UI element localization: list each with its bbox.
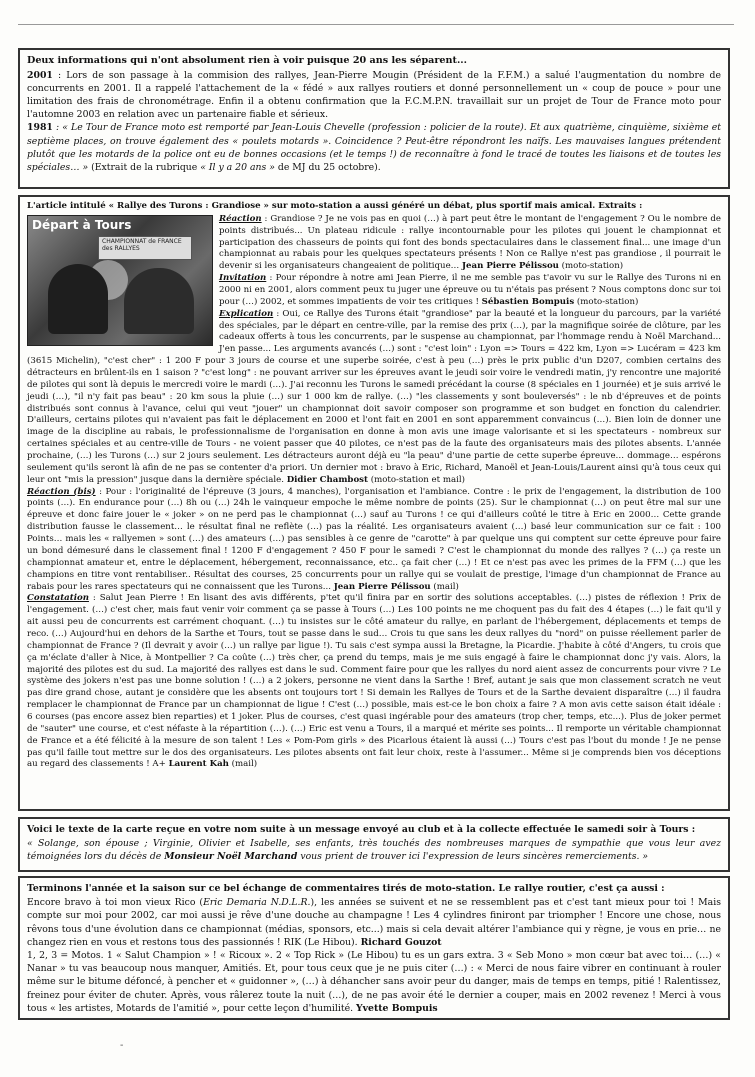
footer-mark: -	[120, 1040, 124, 1051]
label-constatation: Constatation	[27, 593, 89, 604]
label-reaction: Réaction	[219, 213, 262, 224]
src-invitation: (moto-station)	[574, 296, 639, 307]
src-reaction-bis: (mail)	[430, 581, 459, 592]
sig-bompuis: Yvette Bompuis	[356, 1002, 438, 1014]
text-explication: : Oui, ce Rallye des Turons était "grandiose" par la beauté et la longueur du parcours, par la variété des spéciales, par le départ en centre-ville, par la remise des prix (…), par la magnifique soirée de clôture, par les cadeaux offerts à tous les concurrents, par le suspense au championnat, par l'hommage rendu à Noël Marchand... J'en passe... Les arguments avancés (…) sont : "c'est loin" : Lyon => Tours = 422 km, Lyon => Lucéram = 423 km (3615 Michelin), "c'est cher" : 1 200 F pour 3 jours de course et une superbe soirée, c'est à peu (…) près le prix public d'un D207, combien certains des détracteurs en brûlent-ils en 1 saison ? "c'est long" : ne pouvant arriver sur les épreuves avant le jeudi soir voire le vendredi matin, j'y rencontre une majorité de pilotes qui sont là depuis le mercredi voire le mardi (…). J'ai reconnu les Turons le samedi précédant la course (8 spéciales en 1 journée) et je suis arrivé le jeudi (…), "il n'y fait pas beau" : 20 km sous la pluie (…) sur 1 000 km de rallye. (…) "les classements y sont bouleversés" : le nb d'épreuves et de points distribués sont connus à l'avance, celui qui veut "jouer" un championnat doit savoir composer son programme et son budget en fonction du calendrier. D'ailleurs, certains pilotes qui n'avaient pas fait le déplacement en 2000 et l'ont fait en 2001 en sont apparemment convaincus (…). Bien loin de donner une image de la discipline au rabais, le professionnalisme de l'organisation en donne à mon avis une image valorisante et si les spectateurs - nombreux sur certaines spéciales et au centre-ville de Tours - ne voient passer que 40 pilotes, ce n'est pas de la faute des organisateurs mais des pilotes absents. L'année prochaine, (…) les Turons (…) sur 2 jours seulement. Les détracteurs auront déjà eu "la peau" d'une partie de cette superbe épreuve… dommage… espérons seulement qu'ils seront là afin de ne pas se contenter d'a priori. Un dernier mot : bravo à Eric, Richard, Manoël et Jean-Louis/Laurent ainsi qu'à tous ceux qui leur ont "mis la pression" jusque dans la dernière spéciale.	[27, 308, 721, 485]
sig-constatation: Laurent Kah	[168, 759, 229, 770]
photo-caption: Départ à Tours	[32, 217, 132, 232]
text-2001: : Lors de son passage à la commision des rallyes, Jean-Pierre Mougin (Président de la F.F.M.) a salué l'augmentation du nombre de concurrents en 2001. Il a rappelé l'attachement de la « fédé » aux rallyes routiers et donné personnellement un « coup de pouce » pour une limitation des frais de chronométrage. Enfin il a obtenu confirmation que la F.C.M.P.N. travaillait sur un projet de Tour de France moto pour l'automne 2003 en relation avec un partenaire fiable et sérieux.	[27, 69, 721, 121]
source-c: de MJ du 25 octobre).	[274, 161, 381, 173]
sig-explication: Didier Chambost	[286, 474, 368, 485]
year-1981: 1981	[27, 122, 53, 134]
quote-1981: : « Le Tour de France moto est remporté par Jean-Louis Chevelle (profession : policier de la route). Et aux quatrième, cinquième, sixième et septième places, on trouve également des « poulets motards ». Coincidence ? Peut-être répondront les naïfs. Les mauvaises langues prétendent plutôt que les motards de la police ont eu de bonnes occasions (et le temps !) de reconnaître à fond le tracé de toutes les liaisons et de toutes les spéciales… »	[27, 122, 721, 173]
sig-reaction: Jean Pierre Pélissou	[461, 261, 559, 272]
photo-rider	[48, 264, 108, 334]
thank-you-card-box	[18, 817, 730, 872]
src-reaction: (moto-station)	[558, 261, 624, 272]
sig-gouzot: Richard Gouzot	[360, 936, 442, 948]
photo-rider-2	[124, 268, 194, 334]
top-rule	[18, 24, 734, 25]
source-a: (Extrait de la rubrique	[88, 161, 201, 173]
sig-reaction-bis: Jean Pierre Pélissou	[333, 581, 431, 592]
p1-b: ), les années se suivent et ne se ressemblent pas et c'est tant mieux pour toi ! Mais compte sur moi pour 2002, car moi aussi je rêve d'une douche au champagne ! Les 4 cylindres finiront par triompher ! Encore une chose, nous rêvons tous d'une évolution dans ce championnat (médias, sponsors, etc...) mais si cela devait altérer l'ambiance qui y règne, je vous en prie… ne changez rien en vous et restons tous des passionnés ! RIK (Le Hibou).	[27, 897, 721, 948]
label-reaction-bis: Réaction (bis)	[27, 486, 96, 497]
card-text-b: vous prient de trouver ici l'expression de leurs sincères remerciements. »	[297, 851, 649, 863]
text-reaction-bis: : Pour : l'originalité de l'épreuve (3 jours, 4 manches), l'organisation et l'ambiance. Contre : le prix de l'engagement, la distribution de 100 points (…). En endurance pour (…) 8h ou (…) 24h le vainqueur empoche le même nombre de points (25). Sur le championnat (…) on peut être mal sur une épreuve et donc faire jouer le « joker » on ne perd pas le championnat (…) sauf au Turons ! ce qui d'ailleurs coûté le titre à Eric en 2000… Cette grande distribution fausse le classement… le résultat final ne reflète (…) pas la réalité. Les organisateurs avaient (…) basé leur communication sur ce fait : 100 Points… mais les « rallyemen » sont (…) des amateurs (…) pas sensibles à ce genre de "carotte" à par quelque uns qui comptent sur cette épreuve pour faire un bond démesuré dans le classement final ! 1200 F d'engagement ? 450 F pour le samedi ? C'est le championnat du monde des rallyes ? (…) ça reste un championnat amateur et, entre le déplacement, hébergement, reconnaissance, etc.. ça fait cher (…) ! Et ce n'est pas avec les primes de la FFM (…) que les champions en titre vont rentabiliser.. Résultat des courses, 25 concurrents pour un rallye qui se voulait de prestige, l'image d'un championnat de France au rabais pour les rares spectateurs qui ne connaissent que les Turons...	[27, 486, 721, 592]
season-end-box	[18, 876, 730, 1020]
src-constatation: (mail)	[228, 759, 258, 770]
box2-heading: L'article intitulé « Rallye des Turons : Grandiose » sur moto-station a aussi généré un débat, plus sportif mais amical. Extraits :	[27, 201, 643, 211]
year-2001: 2001	[27, 69, 53, 81]
box1-paragraph-2001	[27, 69, 721, 122]
p1-note: Eric Demaria N.D.L.R.	[203, 897, 311, 909]
box1-paragraph-1981	[27, 121, 721, 174]
photo-sign-text: CHAMPIONNAT de FRANCE des RALLYES	[102, 237, 182, 253]
box3-heading: Voici le texte de la carte reçue en votre nom suite à un message envoyé au club et à la collecte effectuée le samedi soir à Tours :	[27, 824, 696, 835]
info-box-two-news	[18, 48, 730, 189]
text-constatation: : Salut Jean Pierre ! En lisant des avis différents, p'tet qu'il finira par en sortir des solutions acceptables. (…) pistes de réflexion ! Prix de l'engagement. (…) c'est cher, mais faut venir voir comment ça se passe à Tours (…) Les 100 points ne me choquent pas du fait des 4 étapes (…) le fait qu'il y ait aussi peu de concurrents est carrément choquant. (…) tu insistes sur le côté amateur du rallye, en parlant de l'hébergement, déplacements et temps de reco. (…) Aujourd'hui en dehors de la Sarthe et Tours, tout se passe dans le sud… Crois tu que sans les deux rallyes du "nord" on puisse réellement parler de championnat de France ? (Il devrait y avoir (…) un rallye par ligue !). Tu sais c'est sympa aussi la Bretagne, la Picardie. J'habite à côté d'Angers, tu crois que ça m'éclate d'aller à Nice, à Montpellier ? Ca coûte (…) très cher, ça prend du temps, mais je me suis engagé à faire le championnat donc j'y vais. Alors, la majorité des pilotes est du sud. La majorité des rallyes est dans le sud. Comment faire pour que les rallyes du nord aient assez de concurrents pour vivre ? Le système des jokers n'est pas une bonne solution ! (…) a 2 jokers, personne ne vient dans la Sarthe ! Bref, autant je sais que mon classement scratch ne veut pas dire grand chose, autant je considère que les absents ont toujours tort ! Si demain les Rallyes de Tours et de la Sarthe devaient disparaître (…) il faudra remplacer le championnat de France par un championnat de ligue ! C'est (…) possible, mais est-ce le bon choix a faire ? A mon avis cette saison était idéale : 6 courses (pas encore assez bien reparties) et 1 joker. Plus de courses, c'est quasi ingérable pour des amateurs (trop cher, temps, etc...). Plus de joker permet de "sauter" une course, et c'est néfaste à la répartition (…). (…) Eric est venu a Tours, il a marqué et mérite ses points... Il remporte un véritable championnat de France et a été félicité à la mesure de son talent ! Les « Pom-Pom girls » des Picarlous étaient là aussi (…) Tours c'est pas l'bout du monde ! Je ne pense pas qu'il faille tout mettre sur le dos des organisateurs. Les pilotes absents ont fait leur choix, reste à l'assumer... Même si je comprends bien vos déceptions au regard des classements ! A+	[27, 593, 721, 770]
source-rubric: « Il y a 20 ans »	[200, 161, 275, 173]
turons-debate-box	[18, 195, 730, 811]
src-explication: (moto-station et mail)	[367, 474, 465, 485]
label-explication: Explication	[219, 308, 274, 319]
text-invitation: : Pour répondre à notre ami Jean Pierre, il ne me semble pas t'avoir vu sur le Rallye des Turons ni en 2000 ni en 2001, alors comment peux tu juger une épreuve ou tu n'étais pas présent ? Nous comptons donc sur toi pour (…) 2002, et sommes impatients de voir tes critiques !	[219, 273, 721, 307]
p1-a: Encore bravo à toi mon vieux Rico (	[27, 897, 204, 909]
start-photo	[27, 215, 213, 346]
label-invitation: Invitation	[219, 273, 267, 284]
text-reaction: : Grandiose ? Je ne vois pas en quoi (…) à part peut être le montant de l'engagement ? Ou le nombre de points distribués... Un plateau ridicule : rallye incontournable pour les pilotes qui jouent le championnat et participation des chasseurs de points qui font des bonds spectaculaires dans le classement final... une image d'un championnat au rabais pour les quelques spectateurs présents ! Non ce Rallye n'est pas grandiose , il pourrait le devenir si les organisateurs changeaient de politique…	[219, 213, 721, 272]
box4-paragraph-1	[27, 896, 721, 949]
box4-heading: Terminons l'année et la saison sur ce bel échange de commentaires tirés de moto-station. Le rallye routier, c'est ça aussi :	[27, 883, 665, 894]
card-text-a: « Solange, son épouse ; Virginie, Olivier et Isabelle, ses enfants, très touchés des nombreuses marques de sympathie que vous leur avez témoignées lors du décès de	[27, 838, 721, 863]
box1-heading: Deux informations qui n'ont absolument rien à voir puisque 20 ans les séparent...	[27, 55, 467, 66]
p2-text: 1, 2, 3 = Motos. 1 « Salut Champion » ! « Ricoux ». 2 « Top Rick » (Le Hibou) tu es un gars extra. 3 « Seb Mono » mon cœur bat avec toi… (…) « Nanar » tu vas beaucoup nous manquer, Amitiés. Et, pour tous ceux que je ne puis citer (…) : « Merci de nous faire vibrer en continuant à rouler même sur le bitume défoncé, à pencher et « guidonner », (…) à déhancher sans avoir peur du danger, mais de temps en temps, pitié ! Ralentissez, freinez pour éviter de chuter. Après, vous râlerez toute la nuit (…), de ne pas avoir été le dernier a couper, mais en 2002 revenez ! Merci à vous tous « les artistes, Motards de l'amitié », pour cette leçon d'humilité.	[27, 949, 721, 1014]
card-text	[27, 837, 721, 863]
card-name: Monsieur Noël Marchand	[164, 851, 298, 863]
box4-paragraph-2	[27, 949, 721, 1015]
sig-invitation: Sébastien Bompuis	[481, 296, 575, 307]
